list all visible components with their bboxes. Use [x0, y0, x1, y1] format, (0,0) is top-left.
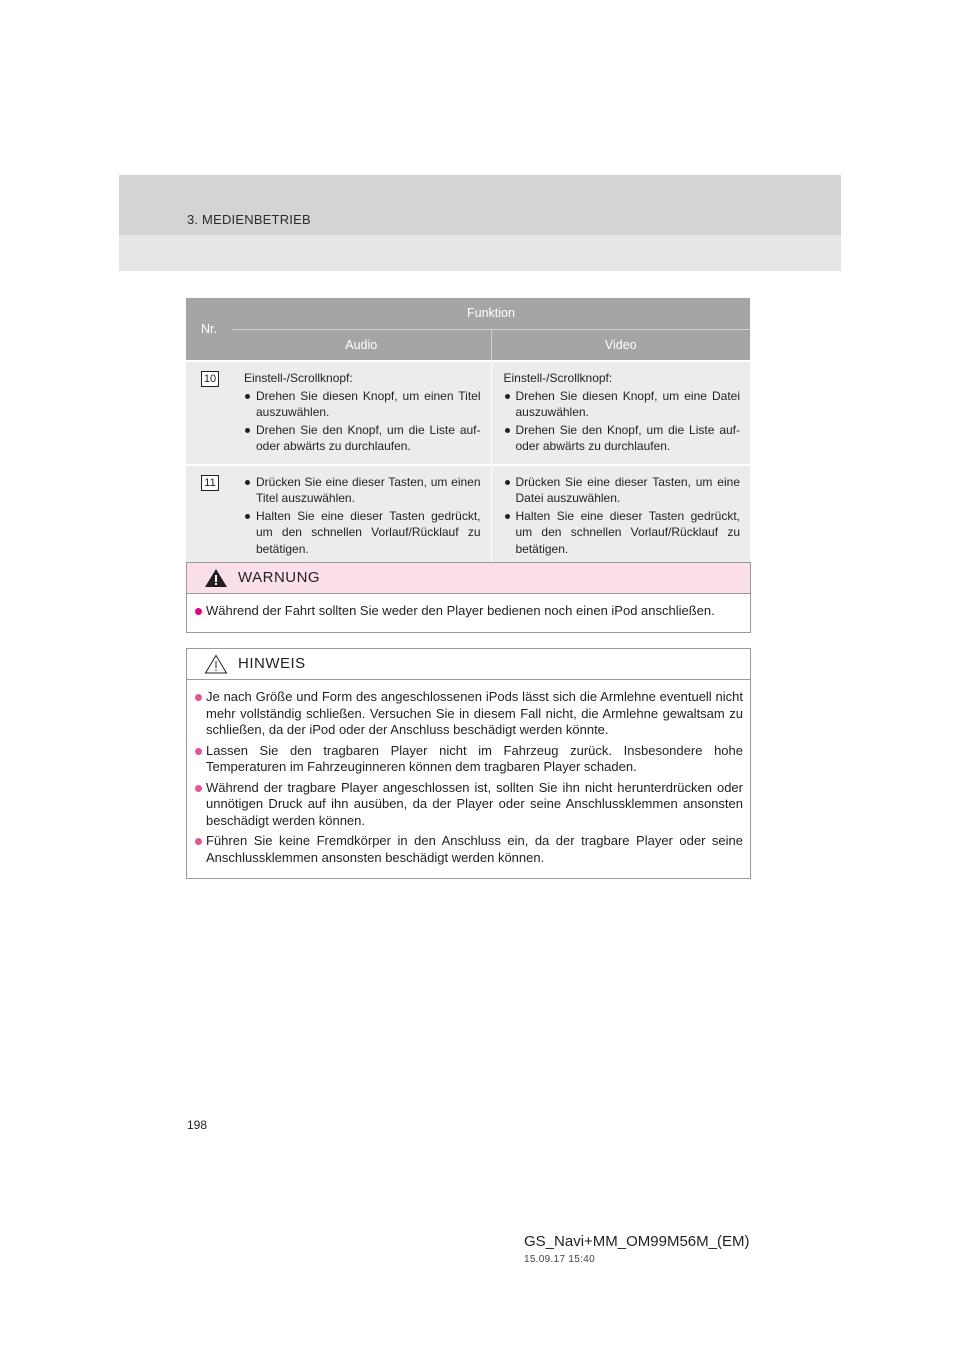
audio-cell [232, 465, 491, 567]
row-number-cell [186, 361, 232, 465]
video-cell [491, 465, 750, 567]
note-item: Lassen Sie den tragbaren Player nicht im Fahrzeug zurück. Insbesondere hohe Temperaturen im Fahrzeuginneren können dem tragbaren Player schaden. [194, 743, 743, 776]
warning-triangle-icon [204, 568, 228, 588]
row-number-cell [186, 465, 232, 567]
list-item: Halten Sie eine dieser Tasten gedrückt, um den schnellen Vorlauf/Rücklauf zu betätigen. [244, 508, 481, 558]
cell-heading: Einstell-/Scrollknopf: [503, 371, 613, 385]
audio-cell [232, 361, 491, 465]
note-header [187, 649, 750, 680]
column-header-audio: Audio [232, 330, 491, 362]
list-item: Drücken Sie eine dieser Tasten, um einen Titel auszuwählen. [244, 474, 481, 507]
column-header-video: Video [491, 330, 750, 362]
cell-heading: Einstell-/Scrollknopf: [244, 371, 353, 385]
list-item: Drücken Sie eine dieser Tasten, um eine Datei auszuwählen. [504, 474, 741, 507]
warning-item: Während der Fahrt sollten Sie weder den Player bedienen noch einen iPod anschließen. [194, 603, 743, 620]
list-item: Halten Sie eine dieser Tasten gedrückt, um den schnellen Vorlauf/Rücklauf zu betätigen. [504, 508, 741, 558]
note-item: Während der tragbare Player angeschlossen ist, sollten Sie ihn nicht herunterdrücken oder unnötigen Druck auf ihn ausüben, da der Player oder seine Anschlussklemmen ansonsten beschädigt werden können. [194, 780, 743, 830]
column-header-nr: Nr. [186, 298, 232, 361]
warning-box [186, 562, 751, 633]
table-row [186, 361, 750, 465]
note-item: Führen Sie keine Fremdkörper in den Anschluss ein, da der tragbare Player oder seine Anschlussklemmen ansonsten beschädigt werden können. [194, 833, 743, 866]
note-box [186, 648, 751, 879]
document-date: 15.09.17 15:40 [524, 1254, 595, 1265]
list-item: Drehen Sie den Knopf, um die Liste auf- oder abwärts zu durchlaufen. [504, 422, 741, 455]
note-item: Je nach Größe und Form des angeschlossenen iPods lässt sich die Armlehne eventuell nicht mehr vollständig schließen. Versuchen Sie in diesem Fall nicht, die Armlehne gewaltsam zu schließen, da der iPod oder der Anschluss beschädigt werden könnte. [194, 689, 743, 739]
list-item: Drehen Sie den Knopf, um die Liste auf- oder abwärts zu durchlaufen. [244, 422, 481, 455]
warning-body [187, 594, 750, 632]
section-title: 3. MEDIENBETRIEB [187, 212, 311, 227]
document-id: GS_Navi+MM_OM99M56M_(EM) [524, 1233, 750, 1250]
row-number-badge: 11 [201, 475, 219, 491]
note-body [187, 680, 750, 878]
page-number: 198 [187, 1118, 208, 1132]
row-number-badge: 10 [201, 371, 219, 387]
column-header-funktion: Funktion [232, 298, 750, 330]
video-cell [491, 361, 750, 465]
list-item: Drehen Sie diesen Knopf, um einen Titel auszuwählen. [244, 388, 481, 421]
note-title: HINWEIS [238, 654, 306, 672]
function-table [186, 298, 750, 566]
caution-triangle-outline-icon [204, 654, 228, 674]
header-band [119, 175, 841, 271]
table-row [186, 465, 750, 567]
warning-header [187, 563, 750, 594]
warning-title: WARNUNG [238, 568, 321, 586]
list-item: Drehen Sie diesen Knopf, um eine Datei auszuwählen. [504, 388, 741, 421]
